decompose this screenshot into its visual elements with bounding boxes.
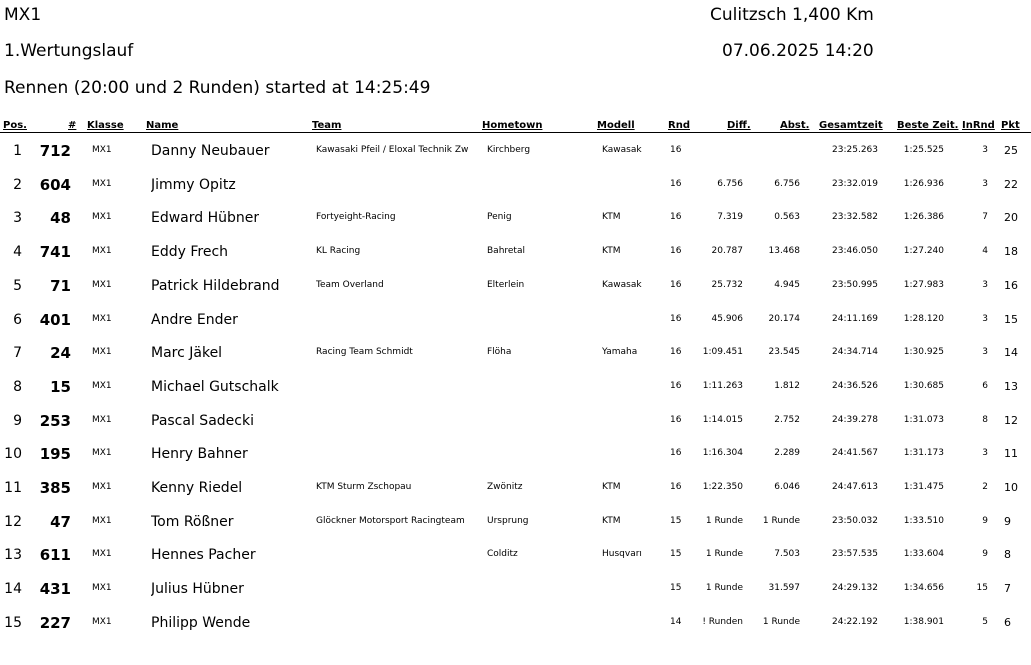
laps-cell: 16 [670,380,682,391]
total-time-cell: 23:50.032 [832,515,878,526]
best-lap-round-cell: 3 [982,347,988,358]
total-time-cell: 23:32.582 [832,212,878,223]
table-row [0,439,1031,472]
col-hometown: Hometown [482,120,543,131]
points-cell: 18 [1004,245,1018,259]
col-gesamtzeit: Gesamtzeit [819,120,883,131]
gap-cell: 31.597 [768,583,800,594]
model-cell: KTM [602,482,621,492]
class-cell: MX1 [92,313,112,324]
total-time-cell: 24:22.192 [832,616,878,627]
team-cell: KL Racing [316,246,361,257]
hometown-cell: Kirchberg [487,145,531,155]
track-name: Culitzsch 1,400 Km [710,5,874,25]
rider-name-cell: Pascal Sadecki [151,412,254,429]
position-cell: 11 [4,480,22,496]
col-modell: Modell [597,120,635,131]
table-row [0,271,1031,304]
table-row [0,608,1031,641]
gap-cell: 2.752 [774,414,800,425]
total-time-cell: 24:11.169 [832,313,878,324]
best-lap-round-cell: 7 [982,212,988,223]
col-diff: Diff. [727,120,751,131]
points-cell: 11 [1004,447,1018,461]
best-lap-round-cell: 3 [982,313,988,324]
model-cell: KTM [602,246,621,257]
total-time-cell: 23:46.050 [832,246,878,257]
gap-cell: 4.945 [774,279,800,290]
start-number-cell: 71 [50,276,71,295]
hometown-cell: Ursprung [487,515,529,526]
diff-cell: 1 Runde [705,549,743,560]
best-lap-round-cell: 3 [982,145,988,155]
class-cell: MX1 [92,616,112,627]
race-info: Rennen (20:00 und 2 Runden) started at 14:25:49 [4,78,431,98]
diff-cell: 6.756 [717,178,743,189]
position-cell: 10 [4,446,22,463]
best-lap-round-cell: 4 [982,246,988,257]
total-time-cell: 24:41.567 [832,448,878,459]
diff-cell: 25.732 [711,279,743,290]
start-number-cell: 15 [50,377,71,396]
best-lap-round-cell: 3 [982,279,988,290]
class-cell: MX1 [92,515,112,526]
laps-cell: 15 [670,549,682,560]
class-cell: MX1 [92,549,112,560]
model-cell: Yamaha [602,347,638,358]
best-lap-cell: 1:26.936 [903,178,944,189]
points-cell: 25 [1004,144,1018,157]
col-pos: Pos. [3,120,27,131]
laps-cell: 15 [670,583,682,594]
class-cell: MX1 [92,145,112,155]
col-inrnd: InRnd [962,120,995,131]
gap-cell: 20.174 [768,313,800,324]
col-pkt: Pkt [1001,120,1020,131]
rider-name-cell: Patrick Hildebrand [151,277,280,294]
best-lap-cell: 1:34.656 [903,583,944,594]
rider-name-cell: Henry Bahner [151,446,248,463]
points-cell: 22 [1004,177,1018,191]
team-cell: Kawasaki Pfeil / Eloxal Technik Zw [316,145,469,155]
gap-cell: 6.046 [774,482,800,492]
diff-cell: 1:14.015 [702,414,743,425]
best-lap-cell: 1:30.925 [903,347,944,358]
table-row [0,305,1031,338]
gap-cell: 1 Runde [762,616,800,627]
start-number-cell: 48 [50,209,71,228]
table-row [0,406,1031,439]
table-row [0,203,1031,236]
table-row [0,170,1031,203]
laps-cell: 16 [670,145,682,155]
points-cell: 8 [1004,548,1011,562]
gap-cell: 23.545 [768,347,800,358]
class-cell: MX1 [92,279,112,290]
best-lap-cell: 1:28.120 [903,313,944,324]
total-time-cell: 24:47.613 [832,482,878,492]
points-cell: 12 [1004,413,1018,427]
rider-name-cell: Andre Ender [151,311,238,328]
model-cell: KTM [602,212,621,223]
total-time-cell: 24:36.526 [832,380,878,391]
total-time-cell: 24:29.132 [832,583,878,594]
laps-cell: 15 [670,515,682,526]
start-number-cell: 47 [50,512,71,531]
rider-name-cell: Marc Jäkel [151,345,223,362]
gap-cell: 0.563 [774,212,800,223]
total-time-cell: 23:25.263 [832,145,878,155]
position-cell: 12 [4,513,22,530]
points-cell: 10 [1004,481,1018,494]
points-cell: 13 [1004,379,1018,393]
table-row [0,237,1031,270]
position-cell: 15 [4,614,22,631]
gap-cell: 7.503 [774,549,800,560]
points-cell: 20 [1004,211,1018,225]
gap-cell: 13.468 [768,246,800,257]
team-cell: KTM Sturm Zschopau [316,482,412,492]
class-title: MX1 [4,5,42,25]
position-cell: 7 [13,345,22,362]
diff-cell: 1 Runde [705,515,743,526]
start-number-cell: 431 [39,580,71,599]
diff-cell: 45.906 [711,313,743,324]
class-cell: MX1 [92,380,112,391]
best-lap-round-cell: 3 [982,178,988,189]
best-lap-cell: 1:31.475 [903,482,944,492]
diff-cell: 1 Runde [705,583,743,594]
hometown-cell: Flöha [487,347,512,358]
start-number-cell: 401 [39,310,71,329]
table-row [0,507,1031,540]
rider-name-cell: Michael Gutschalk [151,378,279,395]
race-datetime: 07.06.2025 14:20 [722,41,874,61]
position-cell: 1 [13,143,22,159]
best-lap-cell: 1:31.173 [903,448,944,459]
total-time-cell: 24:34.714 [832,347,878,358]
team-cell: Fortyeight-Racing [316,212,396,223]
best-lap-round-cell: 2 [982,482,988,492]
position-cell: 8 [13,378,22,395]
class-cell: MX1 [92,246,112,257]
points-cell: 6 [1004,615,1011,629]
position-cell: 5 [13,277,22,294]
hometown-cell: Zwönitz [487,482,523,492]
start-number-cell: 741 [39,243,71,262]
start-number-cell: 195 [39,445,71,464]
col-rnd: Rnd [668,120,690,131]
best-lap-cell: 1:38.901 [903,616,944,627]
col-abst: Abst. [780,120,810,131]
position-cell: 2 [13,176,22,193]
laps-cell: 16 [670,414,682,425]
rider-name-cell: Tom Rößner [151,513,234,530]
table-row [0,540,1031,573]
col-beste-zeit: Beste Zeit. [897,120,959,131]
diff-cell: ! Runden [702,616,743,627]
start-number-cell: 611 [39,546,71,565]
points-cell: 9 [1004,514,1011,528]
rider-name-cell: Hennes Pacher [151,547,256,564]
best-lap-cell: 1:27.240 [903,246,944,257]
table-row [0,136,1031,169]
table-row [0,338,1031,371]
best-lap-round-cell: 5 [982,616,988,627]
best-lap-round-cell: 8 [982,414,988,425]
laps-cell: 16 [670,246,682,257]
class-cell: MX1 [92,583,112,594]
best-lap-round-cell: 6 [982,380,988,391]
class-cell: MX1 [92,448,112,459]
laps-cell: 16 [670,279,682,290]
rider-name-cell: Edward Hübner [151,210,260,227]
total-time-cell: 24:39.278 [832,414,878,425]
laps-cell: 16 [670,482,682,492]
hometown-cell: Bahretal [487,246,525,257]
col-klasse: Klasse [87,120,124,131]
laps-cell: 16 [670,212,682,223]
laps-cell: 14 [670,616,682,627]
laps-cell: 16 [670,178,682,189]
diff-cell: 1:22.350 [702,482,743,492]
model-cell: Kawasak [602,279,642,290]
position-cell: 9 [13,412,22,429]
rider-name-cell: Eddy Frech [151,244,229,261]
best-lap-cell: 1:27.983 [903,279,944,290]
team-cell: Racing Team Schmidt [316,347,413,358]
best-lap-cell: 1:33.510 [903,515,944,526]
start-number-cell: 385 [39,479,71,497]
position-cell: 6 [13,311,22,328]
laps-cell: 16 [670,347,682,358]
class-cell: MX1 [92,347,112,358]
best-lap-round-cell: 9 [982,515,988,526]
start-number-cell: 227 [39,613,71,632]
position-cell: 13 [4,547,22,564]
diff-cell: 1:16.304 [702,448,743,459]
col-team: Team [312,120,342,131]
class-cell: MX1 [92,414,112,425]
hometown-cell: Colditz [487,549,518,560]
round-title: 1.Wertungslauf [4,41,134,61]
best-lap-round-cell: 3 [982,448,988,459]
rider-name-cell: Danny Neubauer [151,143,270,159]
gap-cell: 6.756 [774,178,800,189]
rider-name-cell: Kenny Riedel [151,480,243,496]
diff-cell: 7.319 [717,212,743,223]
best-lap-cell: 1:33.604 [903,549,944,560]
points-cell: 16 [1004,278,1018,292]
total-time-cell: 23:50.995 [832,279,878,290]
model-cell: KTM [602,515,621,526]
team-cell: Glöckner Motorsport Racingteam [316,515,465,526]
start-number-cell: 712 [39,142,71,160]
gap-cell: 2.289 [774,448,800,459]
table-row [0,473,1031,506]
table-row [0,574,1031,607]
start-number-cell: 604 [39,175,71,194]
rider-name-cell: Philipp Wende [151,614,251,631]
position-cell: 4 [13,244,22,261]
hometown-cell: Elterlein [487,279,525,290]
diff-cell: 1:09.451 [702,347,743,358]
points-cell: 14 [1004,346,1018,360]
gap-cell: 1 Runde [762,515,800,526]
position-cell: 14 [4,581,22,598]
gap-cell: 1.812 [774,380,800,391]
class-cell: MX1 [92,482,112,492]
table-row [0,372,1031,405]
rider-name-cell: Jimmy Opitz [151,176,236,193]
total-time-cell: 23:32.019 [832,178,878,189]
col-num: # [68,120,77,131]
total-time-cell: 23:57.535 [832,549,878,560]
best-lap-cell: 1:31.073 [903,414,944,425]
results-table-header [0,118,1031,133]
start-number-cell: 253 [39,411,71,430]
diff-cell: 20.787 [711,246,743,257]
laps-cell: 16 [670,313,682,324]
points-cell: 7 [1004,582,1011,596]
position-cell: 3 [13,210,22,227]
model-cell: Husqvarı [602,549,642,560]
start-number-cell: 24 [50,344,71,363]
hometown-cell: Penig [487,212,512,223]
model-cell: Kawasak [602,145,642,155]
laps-cell: 16 [670,448,682,459]
rider-name-cell: Julius Hübner [151,581,244,598]
best-lap-cell: 1:30.685 [903,380,944,391]
col-name: Name [146,120,179,131]
class-cell: MX1 [92,212,112,223]
best-lap-round-cell: 15 [976,583,988,594]
best-lap-round-cell: 9 [982,549,988,560]
points-cell: 15 [1004,312,1018,326]
diff-cell: 1:11.263 [702,380,743,391]
class-cell: MX1 [92,178,112,189]
team-cell: Team Overland [316,279,384,290]
best-lap-cell: 1:25.525 [903,145,944,155]
best-lap-cell: 1:26.386 [903,212,944,223]
